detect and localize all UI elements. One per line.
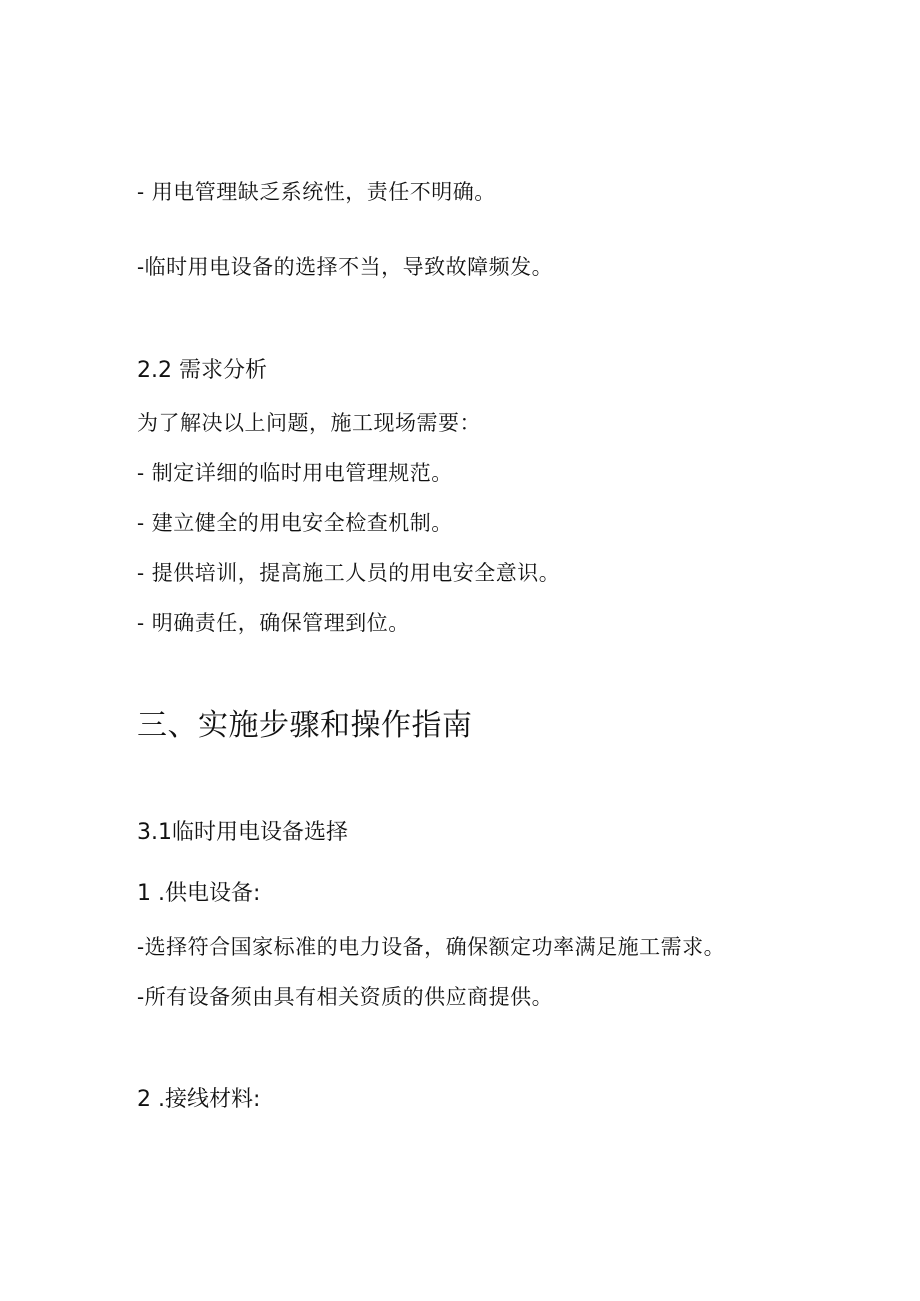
- section-2-2-heading: 2.2 需求分析: [137, 358, 267, 383]
- requirement-item: - 提供培训，提高施工人员的用电安全意识。: [137, 561, 561, 585]
- power-equipment-item: -所有设备须由具有相关资质的供应商提供。: [137, 985, 554, 1009]
- section-3-heading: 三、实施步骤和操作指南: [137, 708, 473, 743]
- section-3-1-heading: 3.1临时用电设备选择: [137, 820, 348, 845]
- part-1-heading: 1 .供电设备:: [137, 881, 261, 906]
- power-equipment-item: -选择符合国家标准的电力设备，确保额定功率满足施工需求。: [137, 935, 726, 959]
- section-2-2-intro: 为了解决以上问题，施工现场需要：: [137, 411, 481, 435]
- requirement-item: - 制定详细的临时用电管理规范。: [137, 461, 453, 485]
- requirement-item: - 建立健全的用电安全检查机制。: [137, 511, 453, 535]
- part-2-heading: 2 .接线材料:: [137, 1087, 261, 1112]
- issue-item-management: - 用电管理缺乏系统性，责任不明确。: [137, 180, 496, 204]
- requirement-item: - 明确责任，确保管理到位。: [137, 611, 410, 635]
- issue-item-equipment: -临时用电设备的选择不当，导致故障频发。: [137, 255, 554, 279]
